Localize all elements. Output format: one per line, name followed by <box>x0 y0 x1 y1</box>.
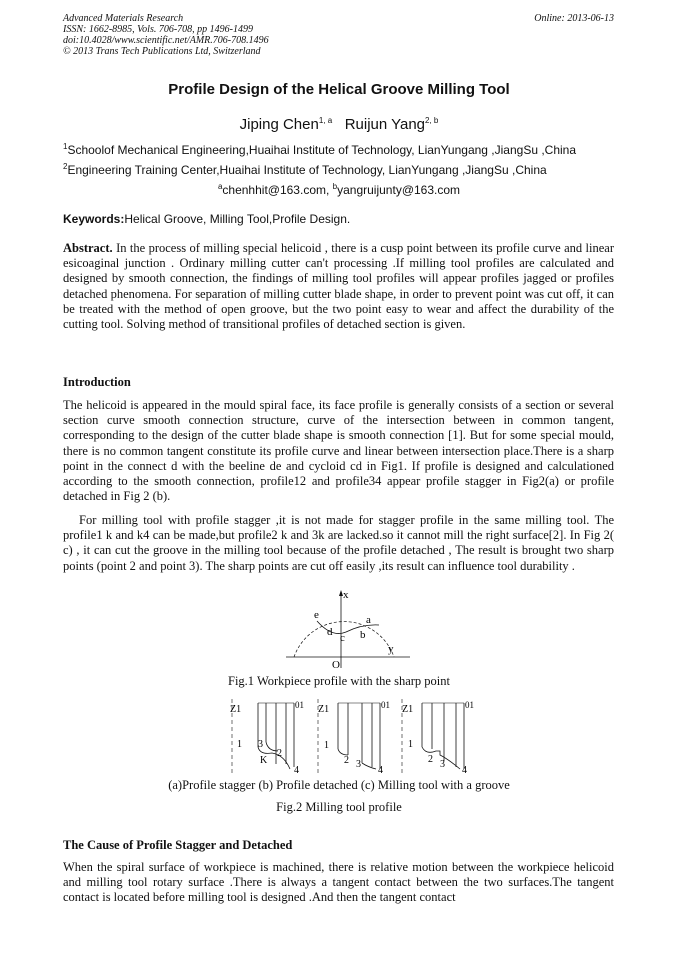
fig2-panel-b <box>318 699 390 775</box>
fig2c-label-z1: Z1 <box>402 704 414 715</box>
fig2c-label-2: 2 <box>428 754 433 765</box>
fig2b-label-z1: Z1 <box>318 704 330 715</box>
fig2a-label-o1: 01 <box>295 700 304 710</box>
author-sup: 2, b <box>425 116 439 125</box>
keywords <box>63 212 350 226</box>
fig2b-label-1: 1 <box>324 740 329 751</box>
keywords-text: Helical Groove, Milling Tool,Profile Design. <box>124 212 351 226</box>
cause-heading: The Cause of Profile Stagger and Detached <box>63 838 293 852</box>
copyright: © 2013 Trans Tech Publications Ltd, Switzerland <box>63 46 261 57</box>
cause-paragraph-1: When the spiral surface of workpiece is machined, there is relative motion between the workpiece helicoid and milling tool rotary surface .There is always a tangent contact between the two surfaces.The tangent contact is located before milling tool is designed .And then the tangent contact <box>63 860 614 905</box>
fig2a-label-2: 2 <box>277 748 282 759</box>
online-date: Online: 2013-06-13 <box>534 13 614 24</box>
fig2a-label-k: K <box>260 755 268 766</box>
journal-header <box>63 13 269 57</box>
fig1-label-b: b <box>360 629 366 641</box>
fig2c-label-1: 1 <box>408 739 413 750</box>
fig1-label-e: e <box>314 609 319 621</box>
fig1-caption: Fig.1 Workpiece profile with the sharp point <box>228 674 450 688</box>
fig1-label-c: c <box>340 632 345 644</box>
email-a: chenhhit@163.com, <box>222 183 333 197</box>
fig2a-label-3: 3 <box>258 739 263 750</box>
fig1-label-o: O <box>332 659 340 670</box>
fig1-label-x: x <box>343 589 349 601</box>
email-b: yangruijunty@163.com <box>337 183 461 197</box>
fig2a-label-1: 1 <box>237 739 242 750</box>
abstract-text: In the process of milling special helicoid , there is a cusp point between its profile curve and linear esicoaginal junction . Ordinary milling cutter can't processing .If milling tool profiles are calculated and designed by smooth connection, the findings of milling tool profiles will appear profiles jagged or profiles detached phenomena. For separation of milling cutter blade shape, in order to prevent point was cut off, it can be treated with the method of open groove, but the two point easy to wear and affect the durability of the cutting tool. Solving method of transitional profiles of detached section is given. <box>63 241 614 332</box>
fig2c-label-4: 4 <box>462 765 467 775</box>
fig2b-label-2: 2 <box>344 755 349 766</box>
fig2-panel-c <box>402 699 474 775</box>
author-name: Jiping Chen <box>239 116 319 133</box>
fig2b-label-4: 4 <box>378 765 383 775</box>
intro-paragraph-2: For milling tool with profile stagger ,it is not made for stagger profile in the same milling tool. The profile1 k and k4 can be made,but profile2 k and 3k are lacked.so it cannot mill the right surface[2]. In Fig 2( c) , it can cut the groove in the milling tool because of the profile detached , The result is brought two sharp points (point 2 and point 3). The sharp points are cut off easily ,its result can influence tool durability . <box>63 513 614 573</box>
email-line: $^a$chenhhit@163.com, $^b$yangruijunty@163.com <box>217 182 461 197</box>
doi: doi:10.4028/www.scientific.net/AMR.706-708.1496 <box>63 35 269 46</box>
fig2-subcaption: (a)Profile stagger (b) Profile detached (c) Milling tool with a groove <box>168 778 510 792</box>
fig2-panel-a <box>230 699 304 775</box>
issn: ISSN: 1662-8985, Vols. 706-708, pp 1496-1499 <box>63 24 253 35</box>
fig2b-label-o1: 01 <box>381 700 390 710</box>
intro-paragraph-1: The helicoid is appeared in the mould spiral face, its face profile is generally consists of a section or several section curve smooth connection structure, curve of the intersection between in common tangent, corresponding to the design of the cutter blade shape is smooth connection [1]. But for some special mould, there is no common tangent constitute its profile curve and linear between intersection place.There is a sharp point in the connect d with the beeline de and cycloid cd in Fig1. If profile is designed and calculationed according to the smooth connection, profile12 and profile34 appear profile stagger in Fig2(a) or profile detached in Fig 2 (b). <box>63 398 614 504</box>
fig2a-label-z1: Z1 <box>230 704 242 715</box>
abstract-label: Abstract. <box>63 241 113 255</box>
journal-name: Advanced Materials Research <box>63 13 184 24</box>
author-sup: 1, a <box>318 116 333 125</box>
affiliation-2: $^2$Engineering Training Center,Huaihai Institute of Technology, LianYungang ,JiangSu ,China <box>63 162 547 177</box>
fig1-label-a: a <box>366 614 371 626</box>
fig2c-label-o1: 01 <box>465 700 474 710</box>
figure-1 <box>284 588 414 670</box>
fig1-label-d: d <box>327 626 333 638</box>
affiliation-1: $^1$Schoolof Mechanical Engineering,Huaihai Institute of Technology, LianYungang ,JiangSu ,China <box>63 142 577 157</box>
paper-title: Profile Design of the Helical Groove Milling Tool <box>168 81 510 98</box>
author-name: Ruijun Yang <box>344 116 426 133</box>
abstract <box>63 241 614 332</box>
intro-heading: Introduction <box>63 375 131 389</box>
author-line <box>0 116 678 133</box>
fig1-label-y: y <box>388 643 394 655</box>
fig2b-profile <box>362 763 376 769</box>
fig2a-label-4: 4 <box>294 765 299 775</box>
keywords-label: Keywords: <box>63 212 125 226</box>
figure-2 <box>228 697 488 775</box>
fig2-caption: Fig.2 Milling tool profile <box>276 800 402 814</box>
fig2c-label-3: 3 <box>440 759 445 770</box>
fig2b-label-3: 3 <box>356 759 361 770</box>
